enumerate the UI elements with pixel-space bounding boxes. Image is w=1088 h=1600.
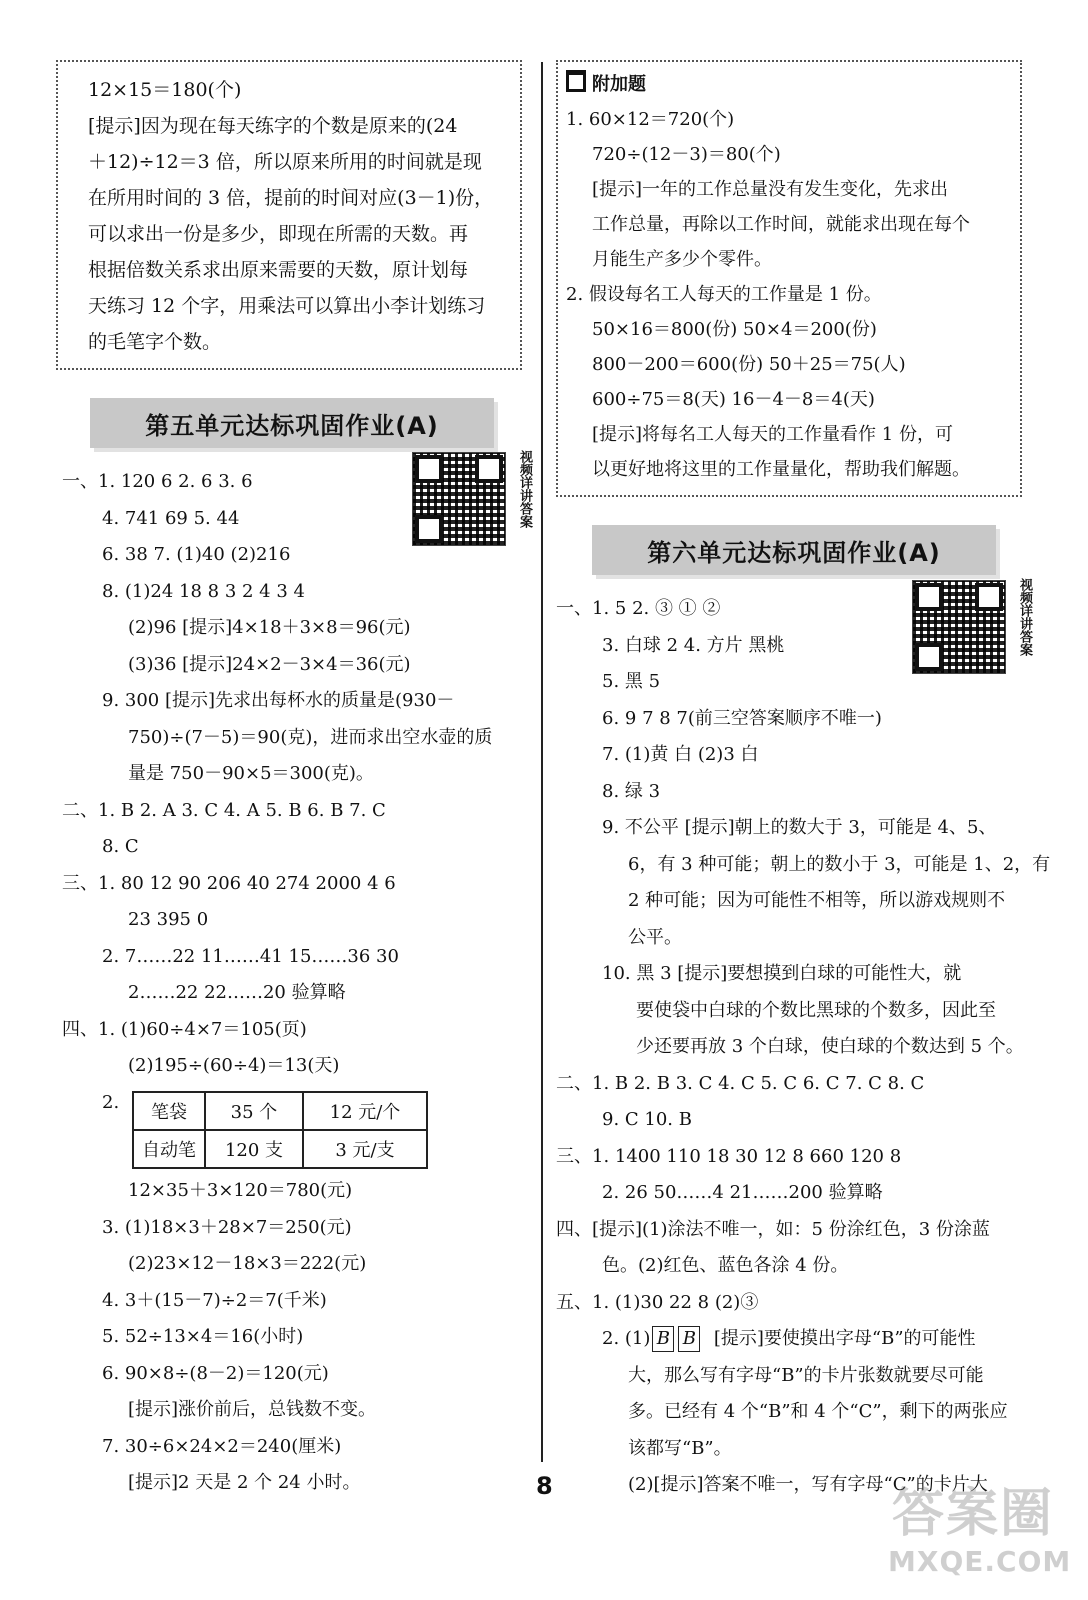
- answer-line: (2)[提示]答案不唯一，写有字母“C”的卡片大: [628, 1474, 988, 1495]
- column-divider: [541, 62, 543, 1462]
- answer-line: 三、1. 80 12 90 206 40 274 2000 4 6: [62, 872, 396, 894]
- left-solution-box: [56, 60, 522, 370]
- table-cell: 35 个: [205, 1092, 303, 1130]
- answer-line: 12×35＋3×120＝780(元): [128, 1180, 353, 1201]
- answer-line: [556, 1321, 1048, 1358]
- answer-label: 2. (1): [602, 1328, 651, 1349]
- answer-line: 四、1. (1)60÷4×7＝105(页): [62, 1018, 307, 1040]
- table-cell: 120 支: [205, 1130, 303, 1168]
- text-line: 根据倍数关系求出原来需要的天数，原计划每: [88, 259, 469, 281]
- text-line: 工作总量，再除以工作时间，就能求出现在每个: [592, 214, 970, 235]
- answer-line: 6. 90×8÷(8－2)＝120(元): [102, 1362, 329, 1384]
- table-cell: 笔袋: [133, 1092, 205, 1130]
- answer-line: 8. (1)24 18 8 3 2 4 3 4: [102, 580, 305, 602]
- answer-line: 8. 绿 3: [602, 780, 661, 802]
- table-cell: 12 元/个: [303, 1092, 427, 1130]
- answer-line: 2. 7……22 11……41 15……36 30: [102, 945, 399, 967]
- answer-line: 少还要再放 3 个白球，使白球的个数达到 5 个。: [636, 1036, 1024, 1057]
- answer-line: 23 395 0: [128, 909, 209, 930]
- right-column: [556, 60, 1051, 1504]
- answer-line: 2……22 22……20 验算略: [128, 982, 346, 1003]
- answer-line: 3. (1)18×3＋28×7＝250(元): [102, 1216, 352, 1238]
- text-line: [提示]一年的工作总量没有发生变化，先求出: [592, 179, 949, 200]
- unit5-answers: [56, 464, 534, 1502]
- text-line: 720÷(12－3)＝80(个): [592, 144, 781, 165]
- answer-line: 公平。: [628, 926, 682, 948]
- text-line: 可以求出一份是多少，即现在所需的天数。再: [88, 223, 469, 245]
- text-line: 12×15＝180(个): [88, 79, 242, 101]
- answer-line: 9. C 10. B: [602, 1109, 692, 1130]
- answer-line: 5. 黑 5: [602, 671, 661, 692]
- text-line: ＋12)÷12＝3 倍，所以原来所用的时间就是现: [88, 151, 482, 173]
- text-line: 天练习 12 个字，用乘法可以算出小李计划练习: [88, 295, 486, 317]
- qr-label: 视频详讲答案: [517, 450, 532, 528]
- answer-line: 9. 300 [提示]先求出每杯水的质量是(930－: [102, 690, 455, 711]
- answer-line: 8. C: [102, 836, 139, 857]
- answer-line: 4. 741 69 5. 44: [102, 507, 240, 529]
- answer-line: 多。已经有 4 个“B”和 4 个“C”，剩下的两张应: [628, 1401, 1008, 1422]
- answer-line: 4. 3＋(15－7)÷2＝7(千米): [102, 1289, 327, 1311]
- answer-line: 二、1. B 2. A 3. C 4. A 5. B 6. B 7. C: [62, 799, 386, 821]
- text-line: 2. 假设每名工人每天的工作量是 1 份。: [566, 284, 882, 305]
- text-line: 50×16＝800(份) 50×4＝200(份): [592, 319, 877, 340]
- answer-line: 7. (1)黄 白 (2)3 白: [602, 744, 759, 765]
- extra-heading: [566, 68, 1006, 102]
- text-line: 800－200＝600(份) 50＋25＝75(人): [592, 354, 906, 375]
- unit6-title-banner: 第六单元达标巩固作业(A): [592, 525, 996, 575]
- text-line: 以更好地将这里的工作量量化，帮助我们解题。: [592, 459, 970, 480]
- answer-line: (3)36 [提示]24×2－3×4＝36(元): [128, 653, 411, 675]
- unit6-answers: [556, 591, 1051, 1504]
- answer-line: 9. 不公平 [提示]朝上的数大于 3，可能是 4、5、: [602, 817, 997, 838]
- answer-line: 四、[提示](1)涂法不唯一，如：5 份涂红色，3 份涂蓝: [556, 1218, 990, 1240]
- answer-line: 3. 白球 2 4. 方片 黑桃: [602, 634, 785, 656]
- answer-line: 6，有 3 种可能；朝上的数小于 3，可能是 1、2，有: [628, 853, 1051, 875]
- text-line: [提示]因为现在每天练字的个数是原来的(24: [88, 115, 458, 137]
- answer-line: 2 种可能；因为可能性不相等，所以游戏规则不: [628, 890, 1006, 911]
- watermark-bottom: MXQE.COM: [888, 1545, 1072, 1578]
- answer-line: 6. 9 7 8 7(前三空答案顺序不唯一): [602, 707, 882, 729]
- answer-line: 一、1. 120 6 2. 6 3. 6: [62, 471, 253, 492]
- watermark: [888, 1482, 1072, 1592]
- answer-line: 一、1. 5 2. ③ ① ②: [556, 598, 721, 619]
- answer-line: 大，那么写有字母“B”的卡片张数就要尽可能: [628, 1364, 984, 1386]
- extra-problems-box: [556, 60, 1022, 497]
- answer-hint: [提示]要使摸出字母“B”的可能性: [713, 1328, 976, 1349]
- answer-line: 6. 38 7. (1)40 (2)216: [102, 544, 291, 565]
- answer-line: [提示]涨价前后，总钱数不变。: [128, 1399, 377, 1420]
- watermark-top: 答案圈: [891, 1484, 1054, 1544]
- answer-line: 五、1. (1)30 22 8 (2)③: [556, 1291, 759, 1313]
- answer-line: (2)23×12－18×3＝222(元): [128, 1253, 367, 1274]
- answer-line: 二、1. B 2. B 3. C 4. C 5. C 6. C 7. C 8. C: [556, 1072, 925, 1094]
- text-line: 的毛笔字个数。: [88, 331, 222, 353]
- unit5-title-banner: 第五单元达标巩固作业(A): [90, 398, 494, 448]
- answer-line: 750)÷(7－5)＝90(克)，进而求出空水壶的质: [128, 726, 493, 748]
- boxed-letter: B: [678, 1326, 700, 1352]
- answer-line: [提示]2 天是 2 个 24 小时。: [128, 1472, 361, 1493]
- qr-label: 视频详讲答案: [1017, 578, 1032, 656]
- text-line: [提示]将每名工人每天的工作量看作 1 份，可: [592, 424, 953, 445]
- answer-line: 色。(2)红色、蓝色各涂 4 份。: [602, 1255, 849, 1276]
- text-line: 月能生产多少个零件。: [592, 249, 772, 270]
- book-icon: [566, 70, 586, 92]
- text-line: 1. 60×12＝720(个): [566, 109, 735, 130]
- page-number: 8: [536, 1472, 553, 1500]
- answer-line: (2)96 [提示]4×18＋3×8＝96(元): [128, 617, 411, 638]
- table-row: [133, 1130, 427, 1168]
- text-line: 600÷75＝8(天) 16－4－8＝4(天): [592, 389, 875, 410]
- table-cell: 3 元/支: [303, 1130, 427, 1168]
- text-line: 在所用时间的 3 倍，提前的时间对应(3－1)份，: [88, 187, 494, 209]
- answer-line: 5. 52÷13×4＝16(小时): [102, 1326, 304, 1347]
- answer-line: (2)195÷(60÷4)＝13(天): [128, 1055, 340, 1076]
- extra-heading-text: 附加题: [592, 74, 646, 95]
- answer-line: 三、1. 1400 110 18 30 12 8 660 120 8: [556, 1145, 902, 1167]
- answer-line: 7. 30÷6×24×2＝240(厘米): [102, 1435, 342, 1457]
- boxed-letter: B: [652, 1326, 674, 1352]
- answer-line: 10. 黑 3 [提示]要想摸到白球的可能性大，就: [602, 963, 962, 984]
- answer-line: 要使袋中白球的个数比黑球的个数多，因此至: [636, 999, 996, 1021]
- answer-line: 2. 26 50……4 21……200 验算略: [602, 1182, 883, 1203]
- left-column: [56, 60, 534, 1502]
- answer-line: 量是 750－90×5＝300(克)。: [128, 763, 374, 784]
- answer-line: 2.: [102, 1091, 120, 1113]
- answer-line: 该都写“B”。: [628, 1437, 732, 1459]
- table-cell: 自动笔: [133, 1130, 205, 1168]
